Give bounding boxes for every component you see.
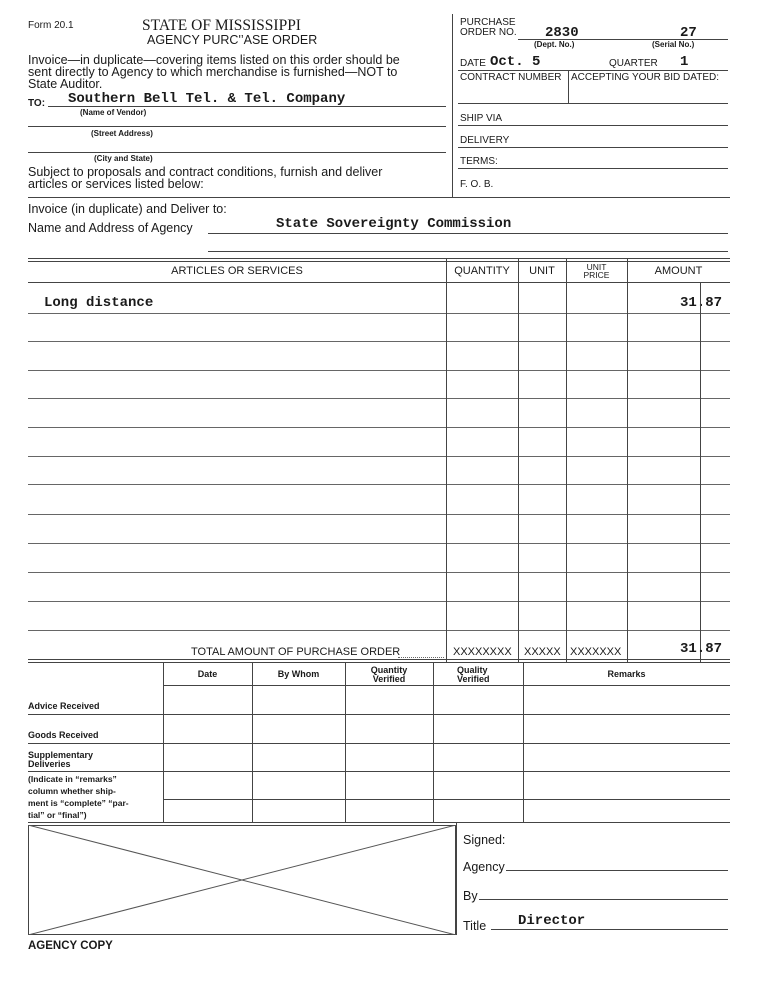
vendor-name-label: (Name of Vendor) bbox=[80, 108, 147, 117]
dept-no-value: 2830 bbox=[545, 25, 579, 41]
supplementary-label-1: Supplementary bbox=[28, 750, 94, 760]
header-articles: ARTICLES OR SERVICES bbox=[171, 265, 303, 277]
goods-received-label: Goods Received bbox=[28, 730, 99, 740]
total-amount-value: 31.87 bbox=[680, 641, 723, 657]
total-unit-x: XXXXX bbox=[524, 646, 561, 658]
item-rule-line bbox=[28, 514, 730, 515]
receipt-header-remarks: Remarks bbox=[607, 669, 646, 679]
header-divider bbox=[452, 14, 453, 197]
item-rule-line bbox=[28, 456, 730, 457]
quarter-value: 1 bbox=[680, 54, 689, 70]
item-rule-line bbox=[28, 601, 730, 602]
to-label: TO: bbox=[28, 98, 46, 109]
ship-via-label: SHIP VIA bbox=[460, 113, 503, 124]
fob-label: F. O. B. bbox=[460, 179, 494, 190]
serial-no-value: 27 bbox=[680, 25, 697, 41]
date-value: Oct. 5 bbox=[490, 54, 541, 70]
header-unit: UNIT bbox=[529, 265, 555, 277]
delivery-note-2: column whether ship- bbox=[28, 786, 116, 796]
form-title: STATE OF MISSISSIPPI bbox=[142, 17, 301, 34]
receipt-header-quality-verified-1: Quality bbox=[457, 665, 488, 675]
total-label: TOTAL AMOUNT OF PURCHASE ORDER bbox=[191, 646, 401, 658]
invoice-note-line-1: Invoice—in duplicate—covering items listed on this order should be bbox=[28, 53, 400, 67]
item-rule-line bbox=[28, 370, 730, 371]
item-rule-line bbox=[28, 427, 730, 428]
street-address-label: (Street Address) bbox=[91, 129, 153, 138]
delivery-note-1: (Indicate in “remarks” bbox=[28, 774, 117, 784]
header-unit-price-2: PRICE bbox=[583, 270, 610, 280]
signature-by-label: By bbox=[463, 889, 478, 903]
contract-number-label: CONTRACT NUMBER bbox=[460, 72, 562, 83]
total-quantity-x: XXXXXXXX bbox=[453, 646, 512, 658]
item-rule-line bbox=[28, 398, 730, 399]
invoice-deliver-label: Invoice (in duplicate) and Deliver to: bbox=[28, 202, 227, 216]
receipt-header-qty-verified-2: Verified bbox=[372, 674, 406, 684]
advice-received-label: Advice Received bbox=[28, 701, 100, 711]
invoice-note-line-3: State Auditor. bbox=[28, 77, 103, 91]
receipt-header-qty-verified-1: Quantity bbox=[370, 665, 408, 675]
form-subtitle: AGENCY PURC'’ASE ORDER bbox=[147, 33, 318, 47]
terms-label: TERMS: bbox=[460, 156, 498, 167]
serial-no-label: (Serial No.) bbox=[652, 40, 695, 49]
agency-name-label: Name and Address of Agency bbox=[28, 221, 193, 235]
item-rule-line bbox=[28, 313, 730, 314]
header-quantity: QUANTITY bbox=[454, 265, 510, 277]
date-label: DATE bbox=[460, 58, 486, 69]
receipt-header-by-whom: By Whom bbox=[277, 669, 320, 679]
item-rule-line bbox=[28, 484, 730, 485]
item-rule-line bbox=[28, 341, 730, 342]
signature-title-label: Title bbox=[463, 919, 487, 933]
signed-label: Signed: bbox=[463, 833, 506, 847]
header-amount: AMOUNT bbox=[654, 265, 703, 277]
quarter-label: QUARTER bbox=[609, 58, 658, 69]
dept-no-label: (Dept. No.) bbox=[534, 40, 575, 49]
delivery-note-4: tial” or “final”) bbox=[28, 810, 87, 820]
item-rule-line bbox=[28, 543, 730, 544]
agency-copy-label: AGENCY COPY bbox=[28, 940, 113, 952]
receipt-header-quality-verified-2: Verified bbox=[457, 674, 490, 684]
item-rule-line bbox=[28, 630, 730, 631]
city-state-label: (City and State) bbox=[94, 154, 153, 163]
accepting-bid-label: ACCEPTING YOUR BID DATED: bbox=[571, 72, 719, 83]
po-label-1: PURCHASE bbox=[460, 17, 516, 28]
form-number: Form 20.1 bbox=[28, 20, 74, 31]
po-label-2: ORDER NO. bbox=[460, 27, 517, 38]
agency-name-value: State Sovereignty Commission bbox=[276, 216, 512, 232]
void-box-cross bbox=[28, 825, 456, 935]
vendor-name-value: Southern Bell Tel. & Tel. Company bbox=[68, 91, 346, 107]
receipt-header-date: Date bbox=[197, 669, 218, 679]
signature-agency-label: Agency bbox=[463, 860, 505, 874]
item-row-1-amount: 31.87 bbox=[680, 295, 723, 311]
invoice-note-line-2: sent directly to Agency to which merchandise is furnished—NOT to bbox=[28, 65, 398, 79]
subject-line-2: articles or services listed below: bbox=[28, 177, 204, 191]
total-price-x: XXXXXXX bbox=[570, 646, 622, 658]
delivery-note-3: ment is “complete” “par- bbox=[28, 798, 129, 808]
item-rule-line bbox=[28, 572, 730, 573]
signature-title-value: Director bbox=[518, 913, 586, 929]
delivery-label: DELIVERY bbox=[460, 135, 510, 146]
item-row-1-article: Long distance bbox=[44, 295, 154, 311]
subject-line-1: Subject to proposals and contract conditions, furnish and deliver bbox=[28, 165, 383, 179]
header-unit-price-1: UNIT bbox=[586, 262, 607, 272]
supplementary-label-2: Deliveries bbox=[28, 759, 71, 769]
